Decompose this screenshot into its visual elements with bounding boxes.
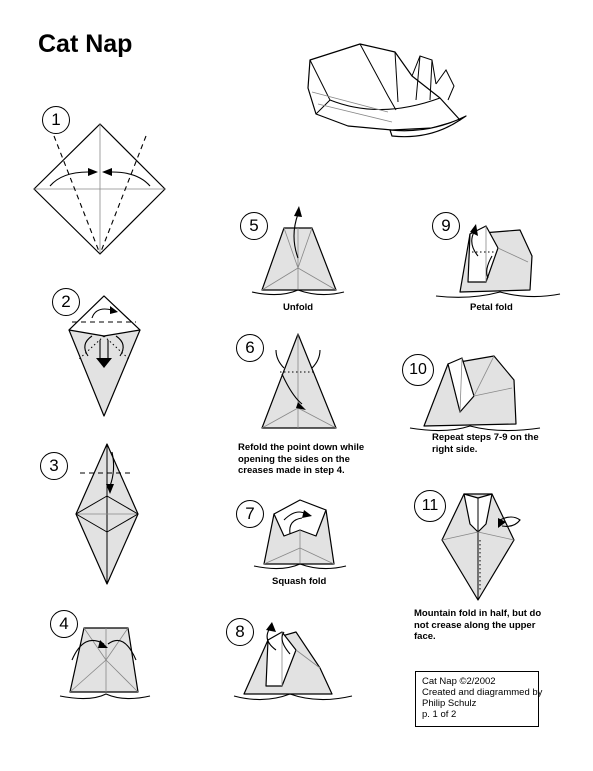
step-number-7: 7 [236,500,264,528]
step-11-caption-line: Mountain fold in half, but do [414,608,542,619]
credit-box [415,671,543,727]
step-4-figure [60,628,150,699]
step-number-3: 3 [40,452,68,480]
step-6-caption-line: Refold the point down while [238,442,365,453]
step-6-caption-line: opening the sides on the [238,453,350,465]
step-number-5: 5 [240,212,268,240]
step-number-2: 2 [52,288,80,316]
step-number-8: 8 [226,618,254,646]
step-number-1: 1 [42,106,70,134]
step-9-caption: Petal fold [470,302,513,313]
step-10-caption-line: Repeat steps 7-9 on the [432,432,539,443]
page-title: Cat Nap [38,30,133,58]
step-6-figure [262,334,336,428]
step-number-4: 4 [50,610,78,638]
step-number-11: 11 [414,490,446,522]
finished-model-figure [308,44,466,137]
step-6-caption [238,442,364,477]
step-number-9: 9 [432,212,460,240]
step-7-caption: Squash fold [272,576,327,587]
credit-line: Philip Schulz [422,698,477,709]
credit-line: Cat Nap ©2/2002 [422,676,496,687]
step-6-caption-line: creases made in step 4. [238,465,345,476]
step-number-6: 6 [236,334,264,362]
step-11-caption-line: not crease along the upper [414,619,536,631]
step-11-figure [442,494,520,600]
step-number-10: 10 [402,354,434,386]
step-11-caption-line: face. [414,631,436,642]
step-10-caption [432,432,539,455]
credit-line: p. 1 of 2 [422,709,457,720]
step-11-caption [414,608,541,643]
step-1-figure [34,124,165,254]
credit-line: Created and diagrammed by [422,687,543,698]
step-7-figure [254,500,346,569]
step-3-figure [76,444,138,584]
step-5-caption: Unfold [283,302,314,313]
step-10-caption-line: right side. [432,443,478,455]
step-2-figure [69,296,140,416]
